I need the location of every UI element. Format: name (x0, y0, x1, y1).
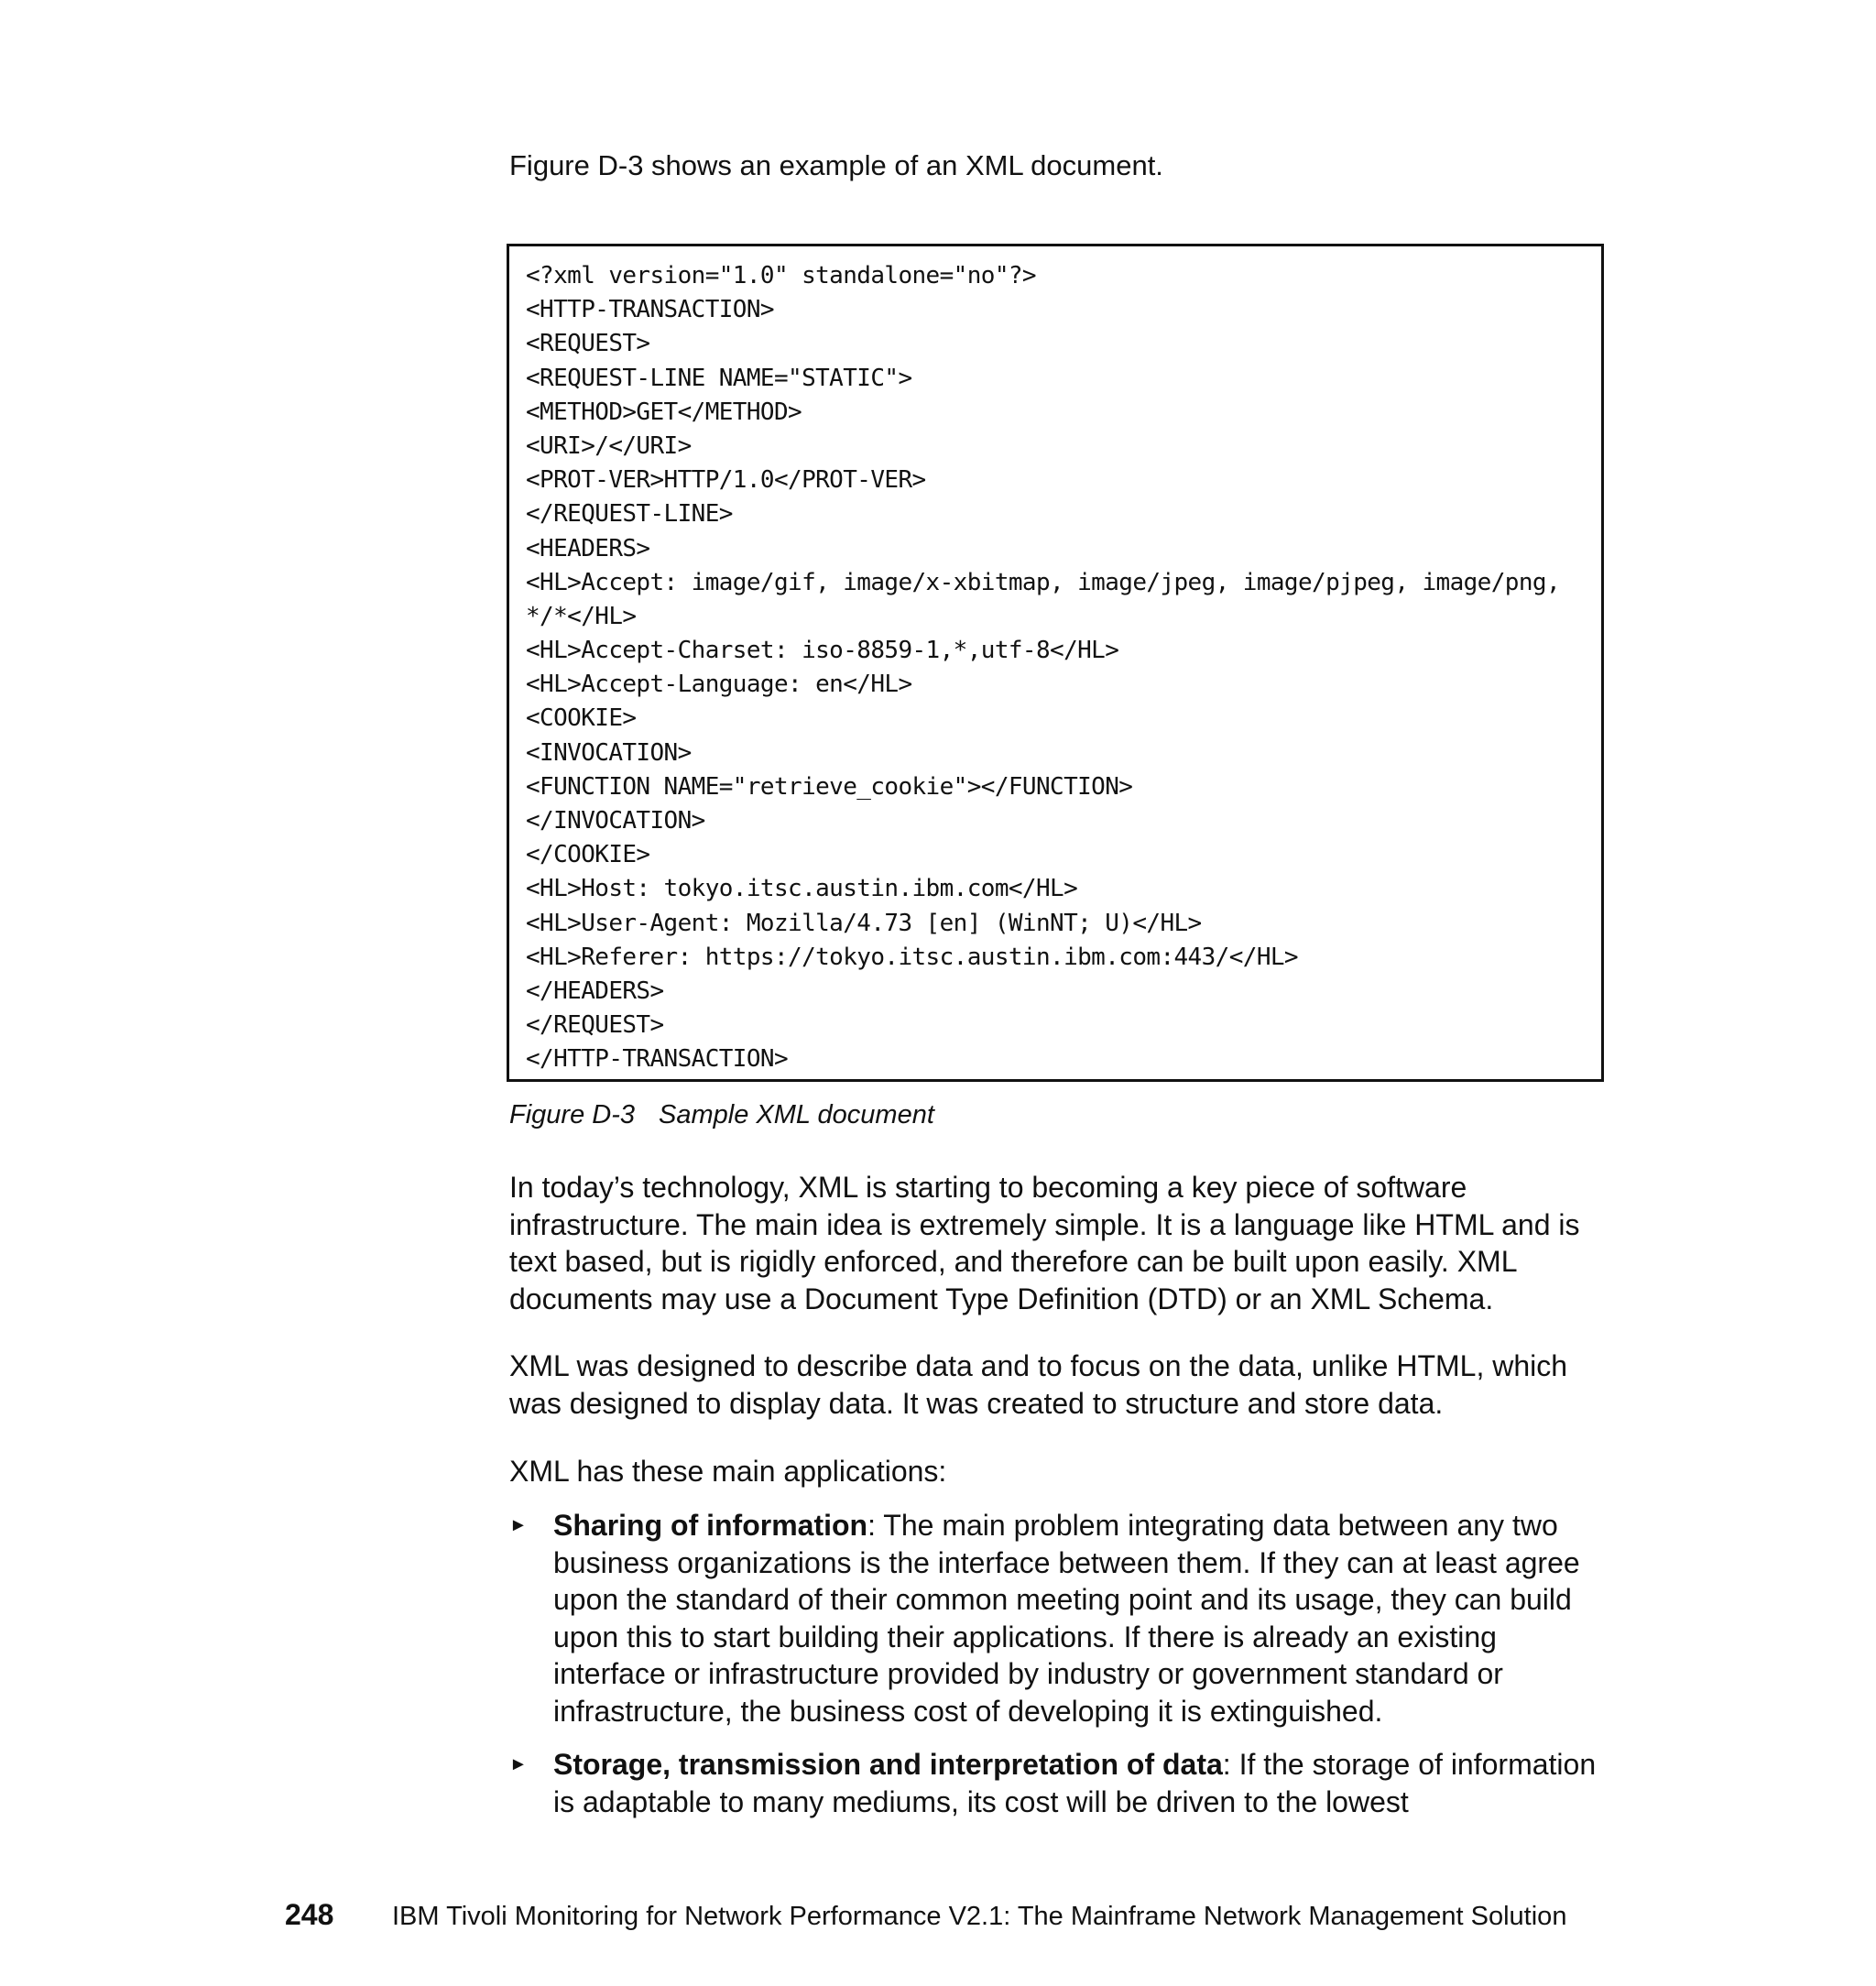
code-line: <?xml version="1.0" standalone="no"?> (526, 262, 1036, 289)
code-line: <HEADERS> (526, 534, 650, 562)
code-line: <URI>/</URI> (526, 431, 692, 460)
code-line: </REQUEST> (526, 1011, 664, 1040)
code-line: <HL>Accept: image/gif, image/x-xbitmap, image/jpeg, image/pjpeg, image/png, (526, 568, 1560, 596)
code-line: <PROT-VER>HTTP/1.0</PROT-VER> (526, 466, 926, 495)
code-line: </COOKIE> (526, 841, 650, 869)
code-line: </INVOCATION> (526, 807, 705, 835)
code-line: <COOKIE> (526, 704, 637, 733)
book-title: IBM Tivoli Monitoring for Network Performance V2.1: The Mainframe Network Management Solution (392, 1902, 1567, 1931)
bullet-term: Sharing of information (553, 1509, 868, 1542)
code-line: <REQUEST-LINE NAME="STATIC"> (526, 364, 912, 392)
body-paragraph: XML has these main applications: (509, 1455, 947, 1488)
figure-caption-text: Sample XML document (659, 1100, 934, 1129)
code-line: <INVOCATION> (526, 738, 692, 767)
body-paragraph: In today’s technology, XML is starting to becoming a key piece of software infrastructure. The main idea is extremely simple. It is a language like HTML and is text based, but is rigidly enforced, and therefore can be built upon easily. XML documents may use a Document Type Definition (DTD) or an XML Schema. (509, 1171, 1580, 1315)
body-paragraph: XML was designed to describe data and to focus on the data, unlike HTML, which was designed to display data. It was created to structure and store data. (509, 1349, 1568, 1420)
bullet-list (509, 1746, 1609, 1820)
code-line: <HL>User-Agent: Mozilla/4.73 [en] (WinNT; U)</HL> (526, 909, 1202, 937)
code-line: </HTTP-TRANSACTION> (526, 1045, 789, 1074)
triangle-bullet-icon: ► (509, 1515, 528, 1535)
bullet-list (509, 1507, 1609, 1730)
xml-code-box (507, 244, 1604, 1082)
bullet-text: : If the storage of information is adaptable to many mediums, its cost will be driven to the lowest (553, 1748, 1597, 1818)
code-line: <REQUEST> (526, 330, 650, 358)
triangle-bullet-icon: ► (509, 1754, 528, 1774)
bullet-term: Storage, transmission and interpretation of data (553, 1748, 1223, 1781)
code-line: </REQUEST-LINE> (526, 500, 733, 529)
page-number: 248 (285, 1898, 334, 1931)
code-line: */*</HL> (526, 602, 637, 630)
code-line: </HEADERS> (526, 977, 664, 1005)
list-item (509, 1746, 1609, 1820)
code-line: <HL>Accept-Language: en</HL> (526, 671, 912, 699)
code-line: <HL>Host: tokyo.itsc.austin.ibm.com</HL> (526, 875, 1078, 903)
bullet-text: : The main problem integrating data between any two business organizations is the interface between them. If they can at least agree upon the standard of their common meeting point and its usage, they can build upon this to start building their applications. If there is already an existing interface or infrastructure provided by industry or government standard or infrastructure, the business cost of developing it is extinguished. (553, 1509, 1580, 1728)
figure-number: Figure D-3 (509, 1100, 635, 1129)
code-line: <HTTP-TRANSACTION> (526, 296, 774, 324)
code-line: <FUNCTION NAME="retrieve_cookie"></FUNCTION> (526, 772, 1133, 801)
intro-text: Figure D-3 shows an example of an XML document. (509, 149, 1163, 181)
list-item (509, 1507, 1609, 1730)
code-line: <HL>Referer: https://tokyo.itsc.austin.ibm.com:443/</HL> (526, 943, 1298, 971)
code-line: <HL>Accept-Charset: iso-8859-1,*,utf-8</HL> (526, 637, 1119, 665)
figure-caption (509, 1097, 934, 1132)
code-line: <METHOD>GET</METHOD> (526, 398, 802, 426)
